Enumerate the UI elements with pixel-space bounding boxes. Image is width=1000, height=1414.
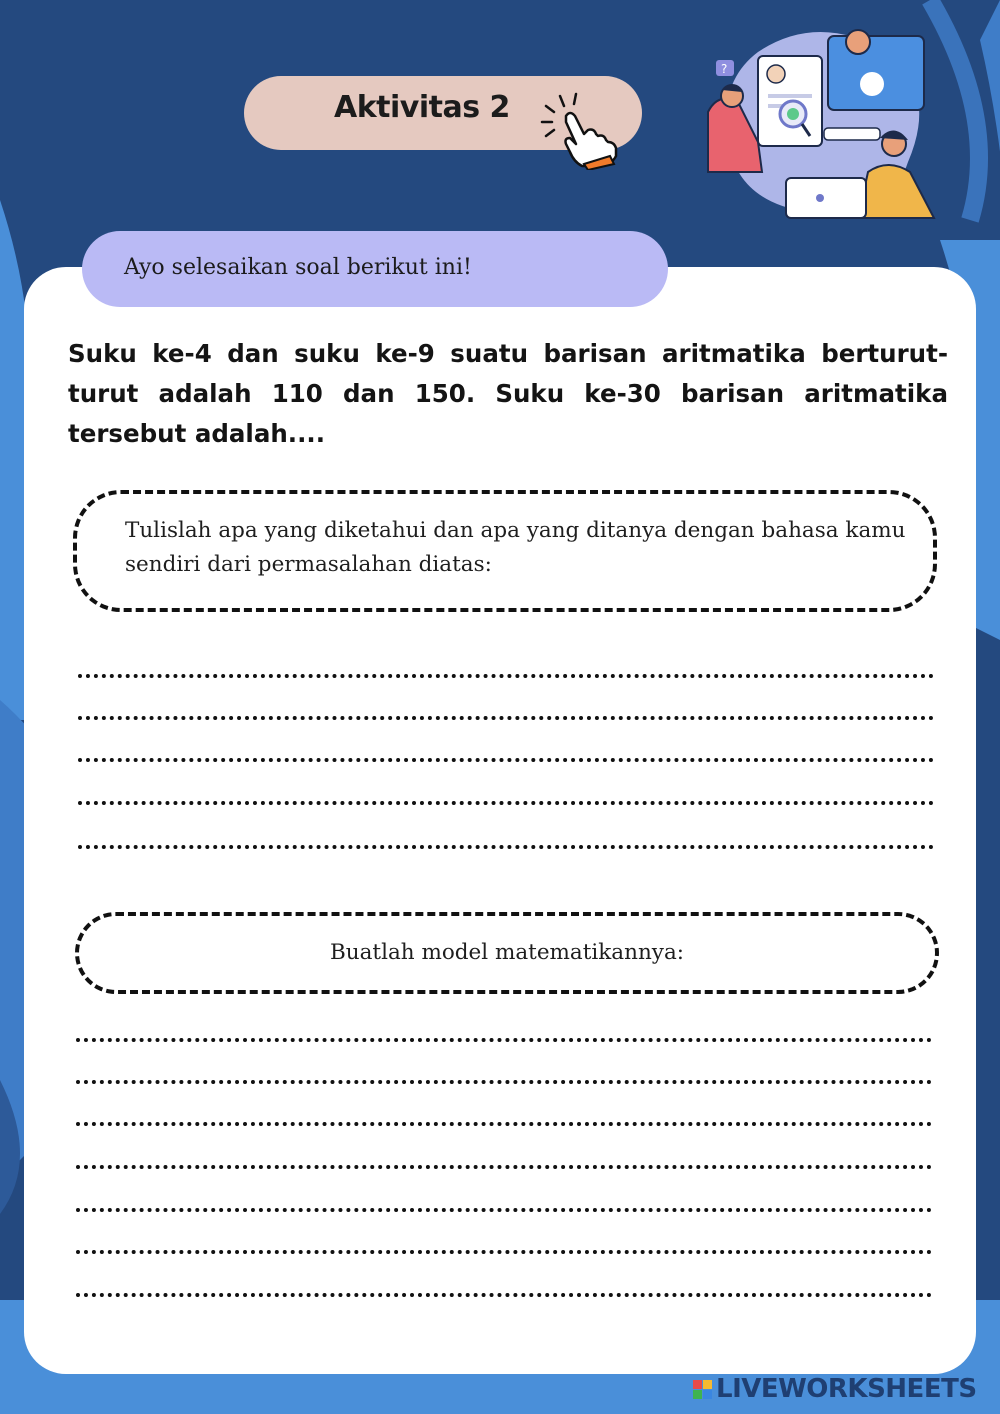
answer-line-model-4[interactable]	[76, 1165, 932, 1169]
instruction-text: Ayo selesaikan soal berikut ini!	[124, 255, 472, 280]
answer-line-known-1[interactable]	[78, 674, 934, 678]
people-collaboration-illustration	[698, 22, 943, 222]
answer-line-known-5[interactable]	[78, 845, 934, 849]
page-title: Aktivitas 2	[334, 90, 510, 125]
answer-line-model-1[interactable]	[76, 1038, 932, 1042]
answer-line-model-6[interactable]	[76, 1250, 932, 1254]
svg-text:?: ?	[721, 62, 728, 76]
answer-line-model-7[interactable]	[76, 1293, 932, 1297]
liveworksheets-logo-icon	[692, 1378, 714, 1408]
model-prompt: Buatlah model matematikannya:	[329, 940, 685, 965]
answer-line-known-3[interactable]	[78, 758, 934, 762]
known-asked-prompt: Tulislah apa yang diketahui dan apa yang ditanya dengan bahasa kamu sendiri dari permasalahan diatas:	[125, 518, 906, 577]
brand-logo-text[interactable]: LIVEWORKSHEETS	[716, 1374, 977, 1404]
answer-line-known-4[interactable]	[78, 801, 934, 805]
answer-line-model-2[interactable]	[76, 1080, 932, 1084]
answer-line-model-3[interactable]	[76, 1122, 932, 1126]
answer-line-known-2[interactable]	[78, 716, 934, 720]
hand-pointer-icon	[540, 92, 624, 170]
answer-line-model-5[interactable]	[76, 1208, 932, 1212]
problem-statement: Suku ke-4 dan suku ke-9 suatu barisan aritmatika berturut-turut adalah 110 dan 150. Suku ke-30 barisan aritmatika tersebut adalah....	[68, 339, 948, 448]
